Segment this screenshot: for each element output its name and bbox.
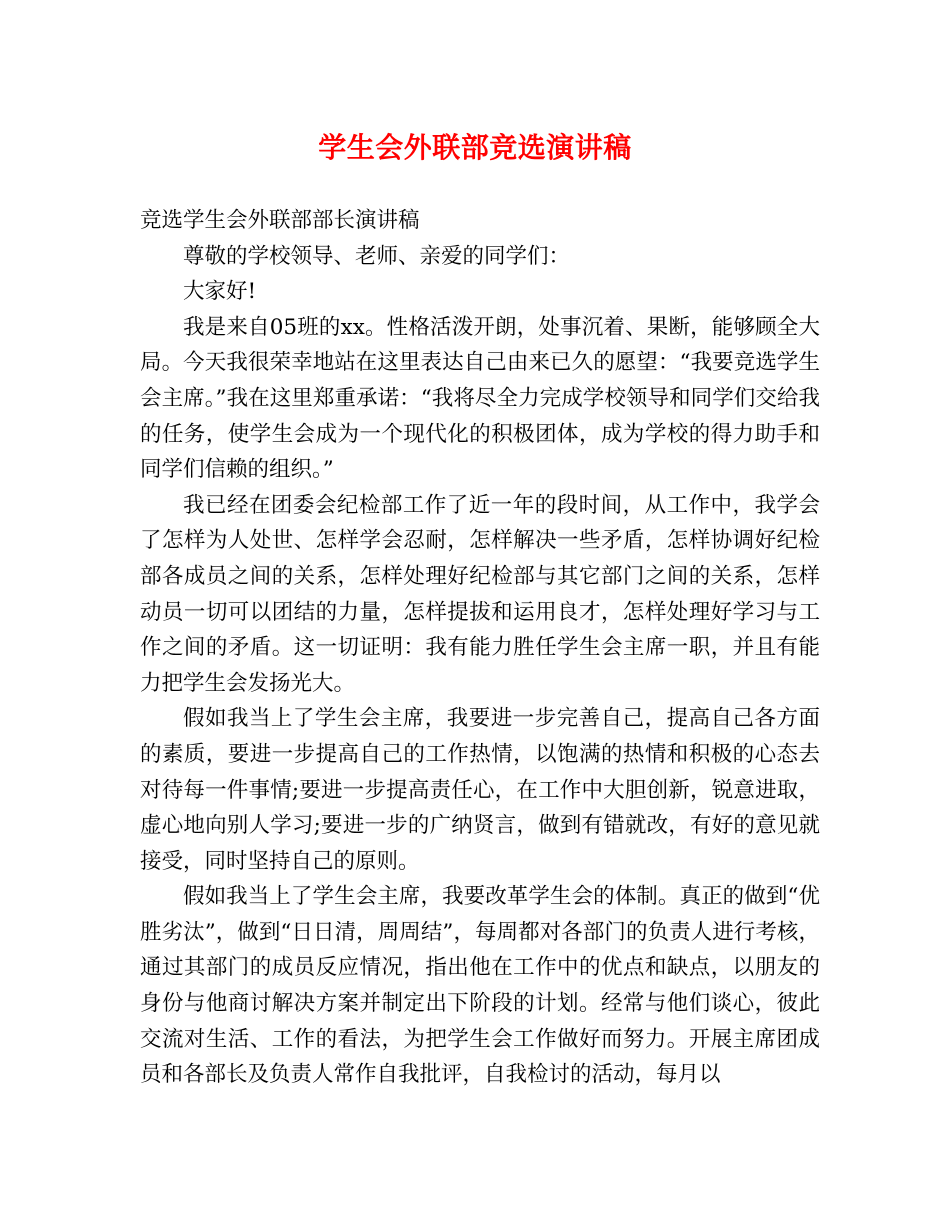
document-subtitle: 竞选学生会外联部部长演讲稿: [140, 208, 420, 233]
hello-paragraph: 大家好!: [183, 279, 257, 305]
document-body: [140, 203, 820, 1093]
reform-paragraph: 假如我当上了学生会主席，我要改革学生会的体制。真正的做到“优胜劣汰”，做到“日日清，周周结”，每周都对各部门的负责人进行考核，通过其部门的成员反应情况，指出他在工作中的优点和缺点，以朋友的身份与他商讨解决方案并制定出下阶段的计划。经常与他们谈心，彼此交流对生活、工作的看法，为把学生会工作做好而努力。开展主席团成员和各部长及负责人常作自我批评，自我检讨的活动，每月以: [140, 884, 820, 1088]
self-improvement-paragraph: 假如我当上了学生会主席，我要进一步完善自己，提高自己各方面的素质，要进一步提高自己的工作热情，以饱满的热情和积极的心态去对待每一件事情;要进一步提高责任心，在工作中大胆创新，锐意进取，虚心地向别人学习;要进一步的广纳贤言，做到有错就改，有好的意见就接受，同时坚持自己的原则。: [140, 706, 820, 874]
greeting-paragraph: 尊敬的学校领导、老师、亲爱的同学们：: [183, 243, 571, 269]
experience-paragraph: 我已经在团委会纪检部工作了近一年的段时间，从工作中，我学会了怎样为人处世、怎样学会忍耐，怎样解决一些矛盾，怎样协调好纪检部各成员之间的关系，怎样处理好纪检部与其它部门之间的关系，怎样动员一切可以团结的力量，怎样提拔和运用良才，怎样处理好学习与工作之间的矛盾。这一切证明：我有能力胜任学生会主席一职，并且有能力把学生会发扬光大。: [140, 492, 820, 696]
document-title: 学生会外联部竞选演讲稿: [318, 131, 632, 164]
intro-paragraph: 我是来自05班的xx。性格活泼开朗，处事沉着、果断，能够顾全大局。今天我很荣幸地站在这里表达自己由来已久的愿望：“我要竞选学生会主席。”我在这里郑重承诺：“我将尽全力完成学校领导和同学们交给我的任务，使学生会成为一个现代化的积极团体，成为学校的得力助手和同学们信赖的组织。”: [140, 314, 820, 483]
